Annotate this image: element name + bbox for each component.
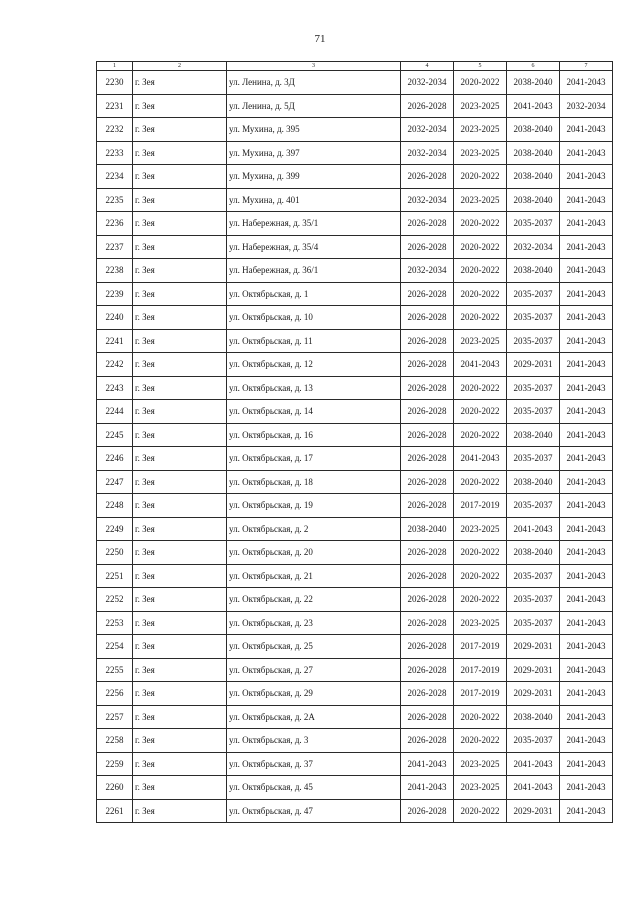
period-col6-cell: 2035-2037 bbox=[507, 400, 560, 424]
row-number-cell: 2237 bbox=[97, 235, 133, 259]
row-number-cell: 2254 bbox=[97, 635, 133, 659]
table-body bbox=[97, 71, 613, 823]
row-number-cell: 2241 bbox=[97, 329, 133, 353]
city-cell: г. Зея bbox=[133, 541, 227, 565]
row-number-cell: 2260 bbox=[97, 776, 133, 800]
city-cell: г. Зея bbox=[133, 517, 227, 541]
address-cell: ул. Ленина, д. 3Д bbox=[227, 71, 401, 95]
table-row bbox=[97, 611, 613, 635]
period-col4-cell: 2026-2028 bbox=[401, 353, 454, 377]
period-col5-cell: 2020-2022 bbox=[454, 212, 507, 236]
city-cell: г. Зея bbox=[133, 611, 227, 635]
period-col7-cell: 2041-2043 bbox=[560, 658, 613, 682]
table-row bbox=[97, 235, 613, 259]
table-row bbox=[97, 564, 613, 588]
period-col4-cell: 2026-2028 bbox=[401, 94, 454, 118]
period-col5-cell: 2020-2022 bbox=[454, 282, 507, 306]
address-cell: ул. Октябрьская, д. 23 bbox=[227, 611, 401, 635]
period-col7-cell: 2041-2043 bbox=[560, 635, 613, 659]
period-col6-cell: 2035-2037 bbox=[507, 212, 560, 236]
address-cell: ул. Набережная, д. 35/1 bbox=[227, 212, 401, 236]
row-number-cell: 2250 bbox=[97, 541, 133, 565]
row-number-cell: 2238 bbox=[97, 259, 133, 283]
period-col5-cell: 2020-2022 bbox=[454, 376, 507, 400]
period-col4-cell: 2026-2028 bbox=[401, 235, 454, 259]
address-cell: ул. Октябрьская, д. 29 bbox=[227, 682, 401, 706]
period-col6-cell: 2038-2040 bbox=[507, 705, 560, 729]
address-cell: ул. Октябрьская, д. 19 bbox=[227, 494, 401, 518]
period-col7-cell: 2041-2043 bbox=[560, 705, 613, 729]
address-cell: ул. Мухина, д. 395 bbox=[227, 118, 401, 142]
period-col7-cell: 2041-2043 bbox=[560, 71, 613, 95]
address-cell: ул. Октябрьская, д. 22 bbox=[227, 588, 401, 612]
period-col6-cell: 2032-2034 bbox=[507, 235, 560, 259]
table-header bbox=[97, 62, 613, 71]
address-cell: ул. Октябрьская, д. 47 bbox=[227, 799, 401, 823]
period-col5-cell: 2020-2022 bbox=[454, 564, 507, 588]
period-col7-cell: 2041-2043 bbox=[560, 259, 613, 283]
row-number-cell: 2231 bbox=[97, 94, 133, 118]
period-col6-cell: 2029-2031 bbox=[507, 635, 560, 659]
period-col7-cell: 2041-2043 bbox=[560, 188, 613, 212]
period-col4-cell: 2026-2028 bbox=[401, 658, 454, 682]
address-cell: ул. Октябрьская, д. 25 bbox=[227, 635, 401, 659]
row-number-cell: 2255 bbox=[97, 658, 133, 682]
period-col5-cell: 2020-2022 bbox=[454, 165, 507, 189]
period-col4-cell: 2026-2028 bbox=[401, 729, 454, 753]
period-col5-cell: 2020-2022 bbox=[454, 400, 507, 424]
address-cell: ул. Мухина, д. 399 bbox=[227, 165, 401, 189]
period-col6-cell: 2035-2037 bbox=[507, 494, 560, 518]
table-row bbox=[97, 118, 613, 142]
table-row bbox=[97, 141, 613, 165]
period-col7-cell: 2041-2043 bbox=[560, 729, 613, 753]
table-row bbox=[97, 635, 613, 659]
address-cell: ул. Октябрьская, д. 10 bbox=[227, 306, 401, 330]
column-header-3: 3 bbox=[227, 62, 401, 71]
period-col5-cell: 2017-2019 bbox=[454, 658, 507, 682]
city-cell: г. Зея bbox=[133, 165, 227, 189]
period-col7-cell: 2041-2043 bbox=[560, 165, 613, 189]
address-cell: ул. Октябрьская, д. 21 bbox=[227, 564, 401, 588]
city-cell: г. Зея bbox=[133, 71, 227, 95]
row-number-cell: 2235 bbox=[97, 188, 133, 212]
period-col5-cell: 2041-2043 bbox=[454, 447, 507, 471]
period-col5-cell: 2020-2022 bbox=[454, 541, 507, 565]
period-col7-cell: 2041-2043 bbox=[560, 776, 613, 800]
column-header-1: 1 bbox=[97, 62, 133, 71]
period-col4-cell: 2026-2028 bbox=[401, 705, 454, 729]
table-row bbox=[97, 658, 613, 682]
column-header-2: 2 bbox=[133, 62, 227, 71]
period-col5-cell: 2023-2025 bbox=[454, 752, 507, 776]
row-number-cell: 2249 bbox=[97, 517, 133, 541]
period-col4-cell: 2026-2028 bbox=[401, 165, 454, 189]
period-col5-cell: 2023-2025 bbox=[454, 118, 507, 142]
city-cell: г. Зея bbox=[133, 306, 227, 330]
column-header-7: 7 bbox=[560, 62, 613, 71]
city-cell: г. Зея bbox=[133, 658, 227, 682]
period-col5-cell: 2020-2022 bbox=[454, 423, 507, 447]
period-col5-cell: 2023-2025 bbox=[454, 141, 507, 165]
period-col7-cell: 2041-2043 bbox=[560, 118, 613, 142]
period-col7-cell: 2041-2043 bbox=[560, 353, 613, 377]
city-cell: г. Зея bbox=[133, 423, 227, 447]
table-row bbox=[97, 588, 613, 612]
period-col4-cell: 2026-2028 bbox=[401, 564, 454, 588]
address-cell: ул. Октябрьская, д. 27 bbox=[227, 658, 401, 682]
period-col5-cell: 2041-2043 bbox=[454, 353, 507, 377]
period-col6-cell: 2038-2040 bbox=[507, 141, 560, 165]
period-col6-cell: 2035-2037 bbox=[507, 588, 560, 612]
period-col4-cell: 2026-2028 bbox=[401, 611, 454, 635]
city-cell: г. Зея bbox=[133, 588, 227, 612]
housing-register-table bbox=[96, 61, 613, 823]
table-row bbox=[97, 470, 613, 494]
period-col7-cell: 2041-2043 bbox=[560, 306, 613, 330]
period-col6-cell: 2029-2031 bbox=[507, 658, 560, 682]
period-col4-cell: 2041-2043 bbox=[401, 752, 454, 776]
column-header-4: 4 bbox=[401, 62, 454, 71]
period-col5-cell: 2023-2025 bbox=[454, 517, 507, 541]
address-cell: ул. Октябрьская, д. 17 bbox=[227, 447, 401, 471]
table-row bbox=[97, 94, 613, 118]
period-col6-cell: 2038-2040 bbox=[507, 118, 560, 142]
period-col5-cell: 2020-2022 bbox=[454, 799, 507, 823]
address-cell: ул. Октябрьская, д. 13 bbox=[227, 376, 401, 400]
period-col4-cell: 2026-2028 bbox=[401, 588, 454, 612]
row-number-cell: 2234 bbox=[97, 165, 133, 189]
period-col4-cell: 2032-2034 bbox=[401, 141, 454, 165]
address-cell: ул. Октябрьская, д. 20 bbox=[227, 541, 401, 565]
address-cell: ул. Набережная, д. 35/4 bbox=[227, 235, 401, 259]
period-col7-cell: 2041-2043 bbox=[560, 541, 613, 565]
row-number-cell: 2239 bbox=[97, 282, 133, 306]
table-row bbox=[97, 376, 613, 400]
period-col7-cell: 2041-2043 bbox=[560, 423, 613, 447]
table-row bbox=[97, 799, 613, 823]
period-col7-cell: 2041-2043 bbox=[560, 282, 613, 306]
period-col6-cell: 2038-2040 bbox=[507, 71, 560, 95]
city-cell: г. Зея bbox=[133, 235, 227, 259]
city-cell: г. Зея bbox=[133, 494, 227, 518]
row-number-cell: 2233 bbox=[97, 141, 133, 165]
period-col5-cell: 2017-2019 bbox=[454, 682, 507, 706]
period-col4-cell: 2026-2028 bbox=[401, 400, 454, 424]
address-cell: ул. Октябрьская, д. 16 bbox=[227, 423, 401, 447]
city-cell: г. Зея bbox=[133, 564, 227, 588]
period-col7-cell: 2041-2043 bbox=[560, 682, 613, 706]
row-number-cell: 2261 bbox=[97, 799, 133, 823]
table-row bbox=[97, 259, 613, 283]
table-row bbox=[97, 71, 613, 95]
address-cell: ул. Октябрьская, д. 45 bbox=[227, 776, 401, 800]
table-row bbox=[97, 752, 613, 776]
address-cell: ул. Набережная, д. 36/1 bbox=[227, 259, 401, 283]
row-number-cell: 2247 bbox=[97, 470, 133, 494]
city-cell: г. Зея bbox=[133, 682, 227, 706]
city-cell: г. Зея bbox=[133, 259, 227, 283]
table-row bbox=[97, 212, 613, 236]
table-row bbox=[97, 400, 613, 424]
period-col7-cell: 2041-2043 bbox=[560, 470, 613, 494]
period-col6-cell: 2035-2037 bbox=[507, 282, 560, 306]
period-col4-cell: 2026-2028 bbox=[401, 212, 454, 236]
period-col6-cell: 2041-2043 bbox=[507, 776, 560, 800]
period-col4-cell: 2041-2043 bbox=[401, 776, 454, 800]
city-cell: г. Зея bbox=[133, 376, 227, 400]
table-row bbox=[97, 423, 613, 447]
period-col7-cell: 2041-2043 bbox=[560, 329, 613, 353]
address-cell: ул. Октябрьская, д. 37 bbox=[227, 752, 401, 776]
period-col6-cell: 2041-2043 bbox=[507, 517, 560, 541]
row-number-cell: 2257 bbox=[97, 705, 133, 729]
period-col4-cell: 2026-2028 bbox=[401, 470, 454, 494]
city-cell: г. Зея bbox=[133, 729, 227, 753]
city-cell: г. Зея bbox=[133, 635, 227, 659]
period-col4-cell: 2032-2034 bbox=[401, 118, 454, 142]
table-row bbox=[97, 353, 613, 377]
column-header-5: 5 bbox=[454, 62, 507, 71]
period-col6-cell: 2038-2040 bbox=[507, 470, 560, 494]
period-col4-cell: 2032-2034 bbox=[401, 259, 454, 283]
period-col5-cell: 2017-2019 bbox=[454, 635, 507, 659]
period-col6-cell: 2041-2043 bbox=[507, 752, 560, 776]
period-col7-cell: 2041-2043 bbox=[560, 752, 613, 776]
period-col6-cell: 2029-2031 bbox=[507, 682, 560, 706]
table-row bbox=[97, 329, 613, 353]
period-col6-cell: 2035-2037 bbox=[507, 306, 560, 330]
period-col4-cell: 2026-2028 bbox=[401, 329, 454, 353]
period-col6-cell: 2035-2037 bbox=[507, 564, 560, 588]
table-row bbox=[97, 447, 613, 471]
row-number-cell: 2252 bbox=[97, 588, 133, 612]
period-col7-cell: 2041-2043 bbox=[560, 564, 613, 588]
city-cell: г. Зея bbox=[133, 118, 227, 142]
row-number-cell: 2244 bbox=[97, 400, 133, 424]
period-col6-cell: 2035-2037 bbox=[507, 447, 560, 471]
row-number-cell: 2259 bbox=[97, 752, 133, 776]
address-cell: ул. Октябрьская, д. 11 bbox=[227, 329, 401, 353]
row-number-cell: 2246 bbox=[97, 447, 133, 471]
row-number-cell: 2236 bbox=[97, 212, 133, 236]
row-number-cell: 2253 bbox=[97, 611, 133, 635]
period-col5-cell: 2020-2022 bbox=[454, 729, 507, 753]
period-col5-cell: 2020-2022 bbox=[454, 259, 507, 283]
city-cell: г. Зея bbox=[133, 776, 227, 800]
period-col7-cell: 2041-2043 bbox=[560, 212, 613, 236]
table-row bbox=[97, 188, 613, 212]
period-col6-cell: 2035-2037 bbox=[507, 376, 560, 400]
table-row bbox=[97, 541, 613, 565]
period-col5-cell: 2023-2025 bbox=[454, 611, 507, 635]
period-col5-cell: 2020-2022 bbox=[454, 705, 507, 729]
city-cell: г. Зея bbox=[133, 94, 227, 118]
header-row bbox=[97, 62, 613, 71]
city-cell: г. Зея bbox=[133, 752, 227, 776]
address-cell: ул. Октябрьская, д. 2А bbox=[227, 705, 401, 729]
period-col5-cell: 2020-2022 bbox=[454, 235, 507, 259]
period-col5-cell: 2020-2022 bbox=[454, 71, 507, 95]
row-number-cell: 2245 bbox=[97, 423, 133, 447]
period-col5-cell: 2023-2025 bbox=[454, 188, 507, 212]
row-number-cell: 2258 bbox=[97, 729, 133, 753]
city-cell: г. Зея bbox=[133, 353, 227, 377]
period-col7-cell: 2041-2043 bbox=[560, 400, 613, 424]
address-cell: ул. Ленина, д. 5Д bbox=[227, 94, 401, 118]
period-col5-cell: 2023-2025 bbox=[454, 94, 507, 118]
period-col6-cell: 2029-2031 bbox=[507, 353, 560, 377]
table-row bbox=[97, 729, 613, 753]
page-number: 71 bbox=[314, 33, 326, 45]
address-cell: ул. Октябрьская, д. 1 bbox=[227, 282, 401, 306]
period-col6-cell: 2029-2031 bbox=[507, 799, 560, 823]
column-header-6: 6 bbox=[507, 62, 560, 71]
table-row bbox=[97, 282, 613, 306]
row-number-cell: 2248 bbox=[97, 494, 133, 518]
period-col7-cell: 2041-2043 bbox=[560, 494, 613, 518]
address-cell: ул. Мухина, д. 401 bbox=[227, 188, 401, 212]
period-col7-cell: 2032-2034 bbox=[560, 94, 613, 118]
period-col6-cell: 2035-2037 bbox=[507, 729, 560, 753]
address-cell: ул. Октябрьская, д. 18 bbox=[227, 470, 401, 494]
period-col4-cell: 2032-2034 bbox=[401, 188, 454, 212]
period-col4-cell: 2026-2028 bbox=[401, 282, 454, 306]
period-col6-cell: 2038-2040 bbox=[507, 165, 560, 189]
period-col6-cell: 2038-2040 bbox=[507, 259, 560, 283]
city-cell: г. Зея bbox=[133, 188, 227, 212]
address-cell: ул. Октябрьская, д. 12 bbox=[227, 353, 401, 377]
period-col4-cell: 2026-2028 bbox=[401, 423, 454, 447]
period-col7-cell: 2041-2043 bbox=[560, 235, 613, 259]
table-row bbox=[97, 776, 613, 800]
period-col7-cell: 2041-2043 bbox=[560, 517, 613, 541]
city-cell: г. Зея bbox=[133, 400, 227, 424]
row-number-cell: 2230 bbox=[97, 71, 133, 95]
period-col7-cell: 2041-2043 bbox=[560, 611, 613, 635]
row-number-cell: 2243 bbox=[97, 376, 133, 400]
city-cell: г. Зея bbox=[133, 705, 227, 729]
period-col4-cell: 2026-2028 bbox=[401, 447, 454, 471]
city-cell: г. Зея bbox=[133, 799, 227, 823]
city-cell: г. Зея bbox=[133, 447, 227, 471]
period-col6-cell: 2035-2037 bbox=[507, 611, 560, 635]
address-cell: ул. Октябрьская, д. 3 bbox=[227, 729, 401, 753]
city-cell: г. Зея bbox=[133, 141, 227, 165]
table-row bbox=[97, 306, 613, 330]
row-number-cell: 2251 bbox=[97, 564, 133, 588]
address-cell: ул. Октябрьская, д. 2 bbox=[227, 517, 401, 541]
period-col4-cell: 2026-2028 bbox=[401, 682, 454, 706]
period-col4-cell: 2026-2028 bbox=[401, 799, 454, 823]
table-row bbox=[97, 705, 613, 729]
table-row bbox=[97, 165, 613, 189]
period-col4-cell: 2026-2028 bbox=[401, 494, 454, 518]
period-col4-cell: 2026-2028 bbox=[401, 376, 454, 400]
table-row bbox=[97, 517, 613, 541]
period-col4-cell: 2032-2034 bbox=[401, 71, 454, 95]
row-number-cell: 2240 bbox=[97, 306, 133, 330]
period-col5-cell: 2017-2019 bbox=[454, 494, 507, 518]
period-col7-cell: 2041-2043 bbox=[560, 588, 613, 612]
period-col5-cell: 2020-2022 bbox=[454, 588, 507, 612]
row-number-cell: 2232 bbox=[97, 118, 133, 142]
period-col6-cell: 2035-2037 bbox=[507, 329, 560, 353]
period-col6-cell: 2038-2040 bbox=[507, 188, 560, 212]
row-number-cell: 2256 bbox=[97, 682, 133, 706]
table-row bbox=[97, 494, 613, 518]
table-row bbox=[97, 682, 613, 706]
period-col6-cell: 2041-2043 bbox=[507, 94, 560, 118]
period-col6-cell: 2038-2040 bbox=[507, 541, 560, 565]
period-col4-cell: 2026-2028 bbox=[401, 306, 454, 330]
address-cell: ул. Мухина, д. 397 bbox=[227, 141, 401, 165]
period-col4-cell: 2026-2028 bbox=[401, 541, 454, 565]
period-col6-cell: 2038-2040 bbox=[507, 423, 560, 447]
period-col7-cell: 2041-2043 bbox=[560, 447, 613, 471]
city-cell: г. Зея bbox=[133, 282, 227, 306]
city-cell: г. Зея bbox=[133, 470, 227, 494]
period-col4-cell: 2038-2040 bbox=[401, 517, 454, 541]
period-col5-cell: 2020-2022 bbox=[454, 470, 507, 494]
city-cell: г. Зея bbox=[133, 212, 227, 236]
city-cell: г. Зея bbox=[133, 329, 227, 353]
period-col7-cell: 2041-2043 bbox=[560, 799, 613, 823]
period-col7-cell: 2041-2043 bbox=[560, 141, 613, 165]
period-col5-cell: 2023-2025 bbox=[454, 329, 507, 353]
row-number-cell: 2242 bbox=[97, 353, 133, 377]
period-col4-cell: 2026-2028 bbox=[401, 635, 454, 659]
period-col5-cell: 2023-2025 bbox=[454, 776, 507, 800]
address-cell: ул. Октябрьская, д. 14 bbox=[227, 400, 401, 424]
period-col5-cell: 2020-2022 bbox=[454, 306, 507, 330]
period-col7-cell: 2041-2043 bbox=[560, 376, 613, 400]
